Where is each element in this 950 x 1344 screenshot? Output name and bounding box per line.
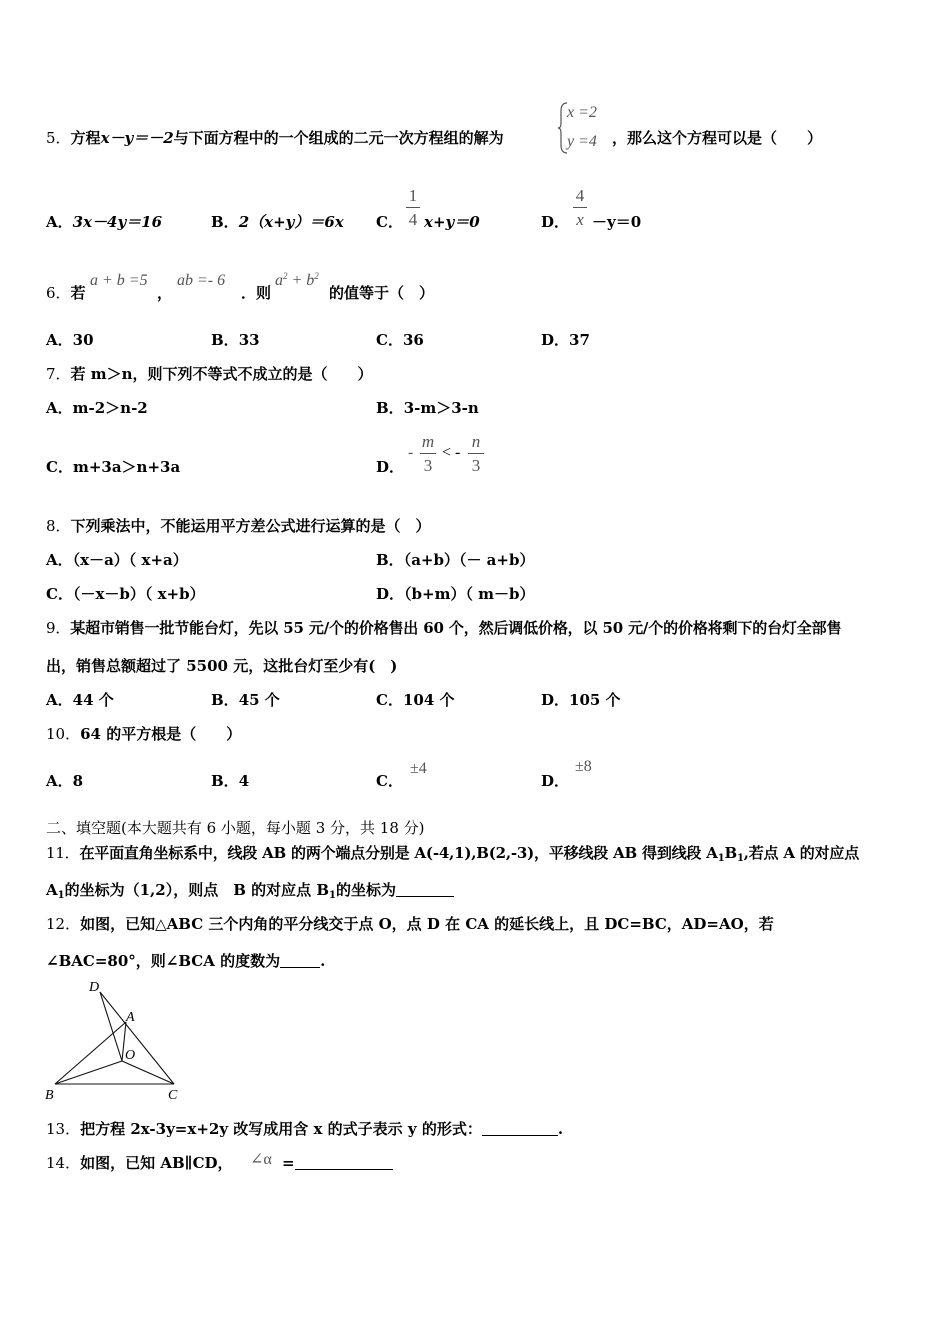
q14-answer-blank[interactable] [295,1155,393,1170]
q5-option-d-text: －y＝0 [592,213,642,231]
q12-label-d: D [89,980,100,995]
q6-option-b[interactable]: B．33 [211,331,260,349]
q14-stem: 14．如图，已知 AB∥CD， [46,1154,233,1172]
q9-option-c[interactable]: C．104 个 [376,691,455,709]
q7-option-d-fraction-m: m 3 [421,432,435,475]
section-2-title: 二、填空题(本大题共有 6 小题，每小题 3 分，共 18 分) [46,819,425,837]
q5-option-c-label[interactable]: C． [376,213,403,231]
q9-option-a[interactable]: A．44 个 [46,691,114,709]
q9-option-d[interactable]: D．105 个 [541,691,621,709]
q7-option-d-minus: - [408,444,414,461]
q8-number: 8． [46,517,71,535]
q5-stem: 5．方程x－y＝－2与下面方程中的一个组成的二元一次方程组的解为 [46,129,504,147]
q14-answer: = [282,1153,393,1173]
q12-number: 12． [46,915,81,933]
q9-option-b[interactable]: B．45 个 [211,691,280,709]
q7-option-b[interactable]: B．3-m＞3-n [376,399,479,417]
q11-number: 11． [46,844,80,862]
q7-option-a[interactable]: A．m-2＞n-2 [46,399,148,417]
q7-stem: 7．若 m＞n，则下列不等式不成立的是（ ） [46,365,373,383]
q10-option-b[interactable]: B．4 [211,772,250,790]
q7-option-d-fraction-n: n 3 [468,432,484,475]
q11-answer-blank[interactable] [396,882,454,897]
q5-system-line1: x =2 [567,104,597,121]
q12-stem-line1: 12．如图，已知△ABC 三个内角的平分线交于点 O，点 D 在 CA 的延长线上，且 DC=BC，AD=AO，若 [46,915,774,933]
q9-stem-line2: 出，销售总额超过了 5500 元，这批台灯至少有( ) [46,657,398,675]
q8-option-b[interactable]: B．（a+b）（－ a+b） [376,551,535,569]
q5-option-d-label[interactable]: D． [541,213,570,231]
q5-number: 5． [46,129,71,147]
q14-number: 14． [46,1154,81,1172]
q6-math-square-sum: $a^2 + b^2$ [275,271,319,289]
q7-option-d-less: < - [442,444,461,461]
q10-option-c-value: ±4 [410,760,427,777]
q6-math-sum: a + b =5 [90,272,148,289]
q6-stem-start: 6．若 [46,284,86,302]
q6-option-c[interactable]: C．36 [376,331,424,349]
q10-option-a[interactable]: A．8 [46,772,84,790]
q12-label-a: A [126,1010,135,1025]
q12-label-c: C [168,1088,178,1103]
q11-stem-line2: $A_1$的坐标为（1,2），则点 B 的对应点 $B_1$的坐标为 [46,880,454,900]
q12-triangle-figure [40,976,190,1104]
q8-option-c[interactable]: C．（－x－b）（ x+b） [46,585,205,603]
q9-number: 9． [46,619,71,637]
q8-option-d[interactable]: D．（b+m）（ m－b） [376,585,535,603]
q6-number: 6． [46,284,71,302]
q5-option-c-fraction: 1 4 [406,186,420,229]
q12-label-b: B [45,1088,54,1103]
q6-option-a[interactable]: A．30 [46,331,94,349]
q13-number: 13． [46,1120,81,1138]
q10-option-d-label[interactable]: D． [541,772,570,790]
q5-option-c-text: x+y＝0 [424,213,480,231]
q7-number: 7． [46,365,71,383]
q10-number: 10． [46,725,81,743]
q6-stem-mid: ．则 [241,284,272,302]
q8-option-a[interactable]: A．（x－a）（ x+a） [46,551,188,569]
q12-stem-line2: ∠BAC=80°，则∠BCA 的度数为 . [46,952,326,970]
q14-angle-alpha: ∠α [250,1151,272,1168]
q13-stem: 13．把方程 2x-3y=x+2y 改写成用含 x 的式子表示 y 的形式： . [46,1120,564,1138]
q10-option-d-value: ±8 [575,758,592,775]
q13-answer-blank[interactable] [482,1121,558,1136]
q5-system-line2: y =4 [567,133,597,150]
q12-label-o: O [125,1048,136,1063]
q11-stem-line1: 11．在平面直角坐标系中，线段 AB 的两个端点分别是 A(-4,1),B(2,-3)，平移线段 AB 得到线段 $A_1B_1$,若点 A 的对应点 [46,844,860,864]
q6-stem-end: 的值等于（ ） [329,284,435,302]
q10-option-c-label[interactable]: C． [376,772,403,790]
q5-option-b[interactable]: B．2（x+y）＝6x [211,213,344,231]
q6-option-d[interactable]: D．37 [541,331,590,349]
q8-stem: 8．下列乘法中，不能运用平方差公式进行运算的是（ ） [46,517,431,535]
q5-option-d-fraction: 4 x [573,186,587,229]
q6-math-product: ab =- 6 [177,272,226,289]
q10-stem: 10．64 的平方根是（ ） [46,725,242,743]
q5-stem-end: ，那么这个方程可以是（ ） [612,129,823,147]
q7-option-c[interactable]: C．m+3a＞n+3a [46,458,181,476]
q9-stem-line1: 9．某超市销售一批节能台灯，先以 55 元/个的价格售出 60 个，然后调低价格，以 50 元/个的价格将剩下的台灯全部售 [46,619,842,637]
q12-answer-blank[interactable] [280,953,320,968]
q5-option-a[interactable]: A．3x－4y＝16 [46,213,163,231]
q7-option-d-label[interactable]: D． [376,458,405,476]
q6-comma: ， [157,284,173,302]
